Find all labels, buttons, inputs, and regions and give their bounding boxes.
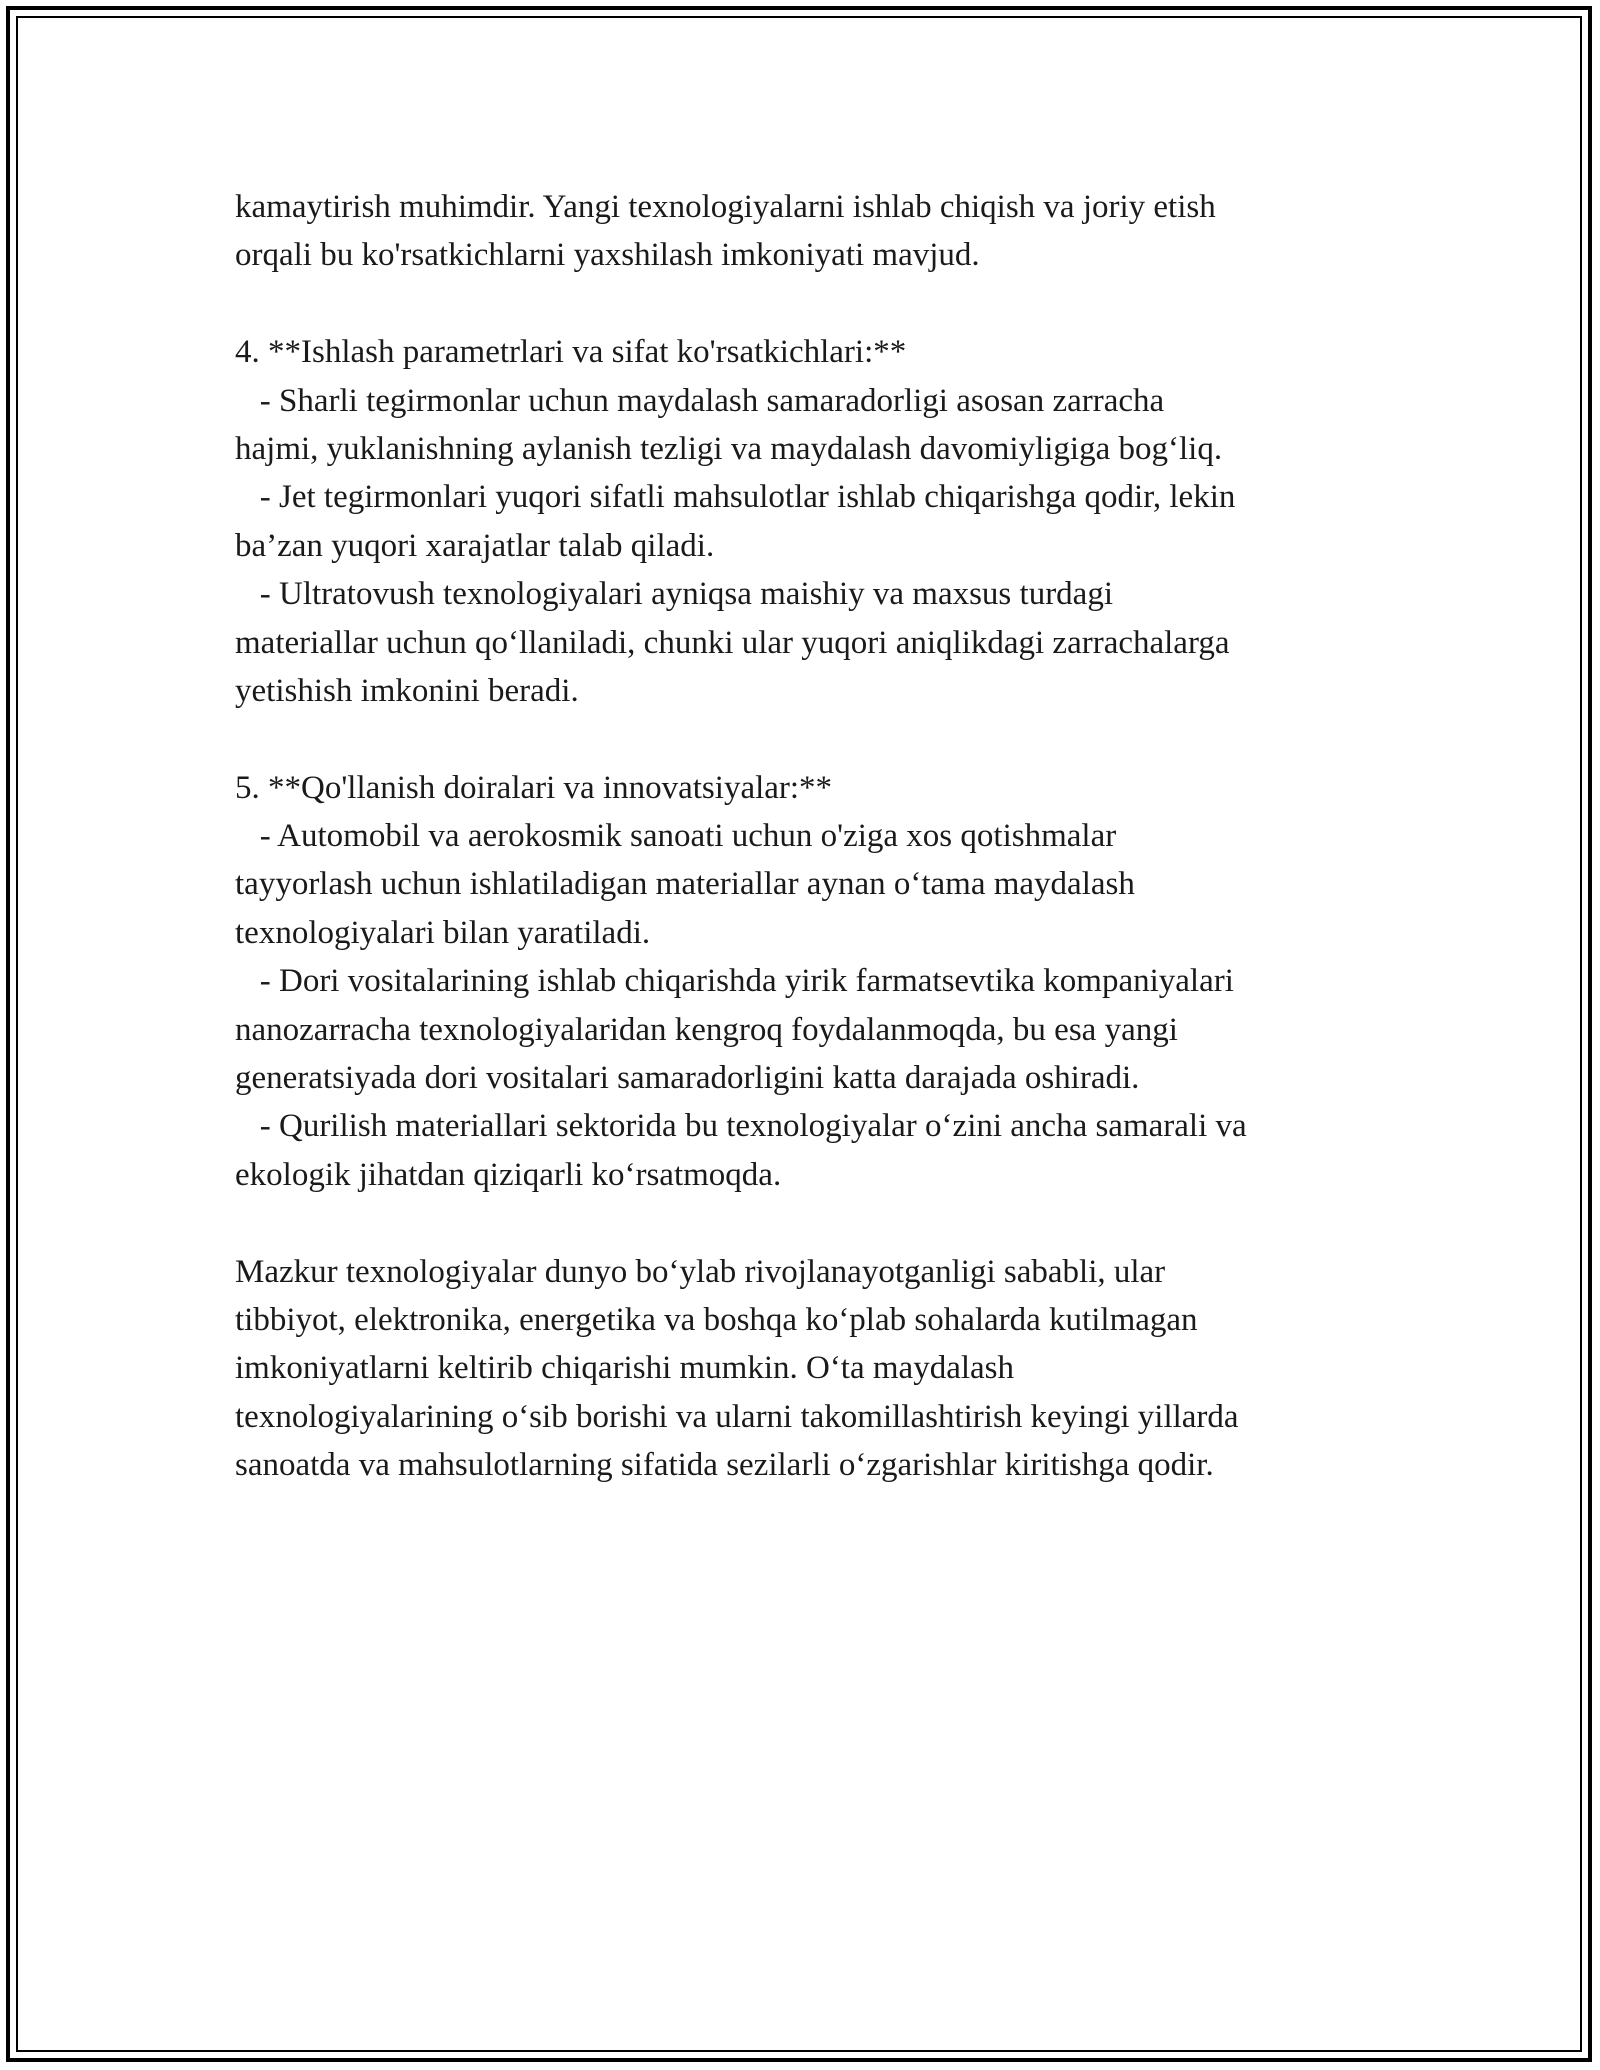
text-line: - Sharli tegirmonlar uchun maydalash samaradorligi asosan zarracha [235,382,1165,419]
section-heading: 5. **Qo'llanish doiralari va innovatsiyalar:** [235,769,833,806]
text-line: hajmi, yuklanishning aylanish tezligi va maydalash davomiyligiga bog‘liq. [235,430,1223,467]
text-line: orqali bu ko'rsatkichlarni yaxshilash imkoniyati mavjud. [235,237,980,274]
paragraph-gap [235,280,1415,328]
text-line: - Jet tegirmonlari yuqori sifatli mahsulotlar ishlab chiqarishga qodir, lekin [235,479,1236,516]
paragraph-gap [235,715,1415,763]
text-line: - Ultratovush texnologiyalari ayniqsa maishiy va maxsus turdagi [235,576,1113,613]
text-line: tibbiyot, elektronika, energetika va boshqa ko‘plab sohalarda kutilmagan [235,1301,1198,1338]
text-line: Mazkur texnologiyalar dunyo bo‘ylab rivojlanayotganligi sababli, ular [235,1253,1166,1290]
text-line: generatsiyada dori vositalari samaradorligini katta darajada oshiradi. [235,1060,1140,1097]
text-line: yetishish imkonini beradi. [235,672,579,709]
section-heading: 4. **Ishlash parametrlari va sifat ko'rsatkichlari:** [235,334,907,371]
text-line: ekologik jihatdan qiziqarli ko‘rsatmoqda. [235,1156,782,1193]
paragraph-gap [235,1199,1415,1247]
text-line: imkoniyatlarni keltirib chiqarishi mumkin. O‘ta maydalash [235,1350,1014,1387]
text-line: texnologiyalari bilan yaratiladi. [235,914,651,951]
text-line: sanoatda va mahsulotlarning sifatida sezilarli o‘zgarishlar kiritishga qodir. [235,1447,1214,1484]
text-line: - Automobil va aerokosmik sanoati uchun o'ziga xos qotishmalar [235,818,1117,855]
document-body [235,183,1415,1490]
text-line: tayyorlash uchun ishlatiladigan materiallar aynan o‘tama maydalash [235,866,1135,903]
text-line: - Dori vositalarining ishlab chiqarishda yirik farmatsevtika kompaniyalari [235,963,1234,1000]
text-line: nanozarracha texnologiyalaridan kengroq foydalanmoqda, bu esa yangi [235,1011,1178,1048]
text-line: kamaytirish muhimdir. Yangi texnologiyalarni ishlab chiqish va joriy etish [235,189,1216,225]
text-line: ba’zan yuqori xarajatlar talab qiladi. [235,527,715,564]
text-line: texnologiyalarining o‘sib borishi va ularni takomillashtirish keyingi yillarda [235,1398,1239,1435]
text-line: - Qurilish materiallari sektorida bu texnologiyalar o‘zini ancha samarali va [235,1108,1247,1145]
text-line: materiallar uchun qo‘llaniladi, chunki ular yuqori aniqlikdagi zarrachalarga [235,624,1230,661]
